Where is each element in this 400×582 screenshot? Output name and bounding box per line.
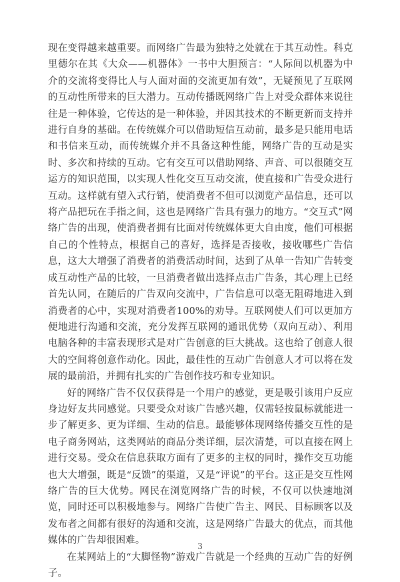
body-paragraph-3: 在某网站上的“大脚怪物”游戏广告就是一个经典的互动广告的好例子。 (48, 551, 353, 579)
body-paragraph-2: 好的网络广告不仅仅获得是一个用户的感觉，更是吸引该用户反应身边好友共同感觉。只要受众对该广告感兴趣，仅需轻按鼠标就能进一步了解更多、更为详细、生动的信息。最能够体现网络传播交互性的是电子商务网站，这类网站的商品分类详细，层次清楚，可以直接在网上进行交易。受众在信息获取方面有了更多的主权的同时，操作交互功能也大大增强，既是“反馈”的渠道，又是“评说”的平台。这正是交互性网络广告的巨大优势。网民在浏览网络广告的时候，不仅可以快速地浏览，同时还可以积极地参与。网络广告使广告主、网民、目标顾客以及发布者之间都有很好的沟通和交流，这是网络广告最大的优点，而其他媒体的广告却很困难。 (48, 387, 353, 547)
page-number: 3 (197, 542, 203, 551)
body-paragraph-1: 现在变得越来越重要。而网络广告最为独特之处就在于其互动性。科克里德尔在其《大众——机器体》一书中大胆预言：“人际间以机器为中介的交流将变得比人与人面对面的交流更加有效”，无疑预见了互联网的互动性所带来的巨大潜力。互动传播既网络广告上对受众群体来说往往是一种体验，它传达的是一种体验，并因其技术的不断更新而支持并进行自身的基础。在传统媒介可以借助短信互动前，最多是只能用电话和书信来互动，而传统媒介并不具备这种性能，网络广告的互动是实时、多次和持续的互动。它有交互可以借助网络、声音、可以很随交互运方的知识范围，以实现人性化交互互动交流，使直接和广告受众进行互动。这样就有望入式行销，使消费者不但可以浏览产品信息，还可以将产品把玩在手指之间，这也是网络广告具有强力的地方。“交互式”网络广告的出现，使消费者拥有比面对传统媒体更大自由度，他们可根据自己的个性特点，根据自己的喜好，选择是否接收，接收哪些广告信息，这大大增强了消费者的消费活动时间，达到了从单一告知广告转变成互动性产品的比较，一旦消费者做出选择点击广告条，其心理上已经首先认同，在随后的广告双向交流中，广告信息可以毫无阻碍地进入到消费者的心中，实现对消费者100%的劝导。互联网使人们可以更加方便地进行沟通和交流，充分发挥互联网的通讯优势（双向互动）、利用电脑各种的丰富表现形式是对广告创意的巨大挑战。这也给了创意人很大的空间将创意作动化。因此，最佳性的互动广告创意人才可以将在发展的最前沿，并拥有扎实的广告创作技巧和专业知识。 (48, 43, 353, 383)
